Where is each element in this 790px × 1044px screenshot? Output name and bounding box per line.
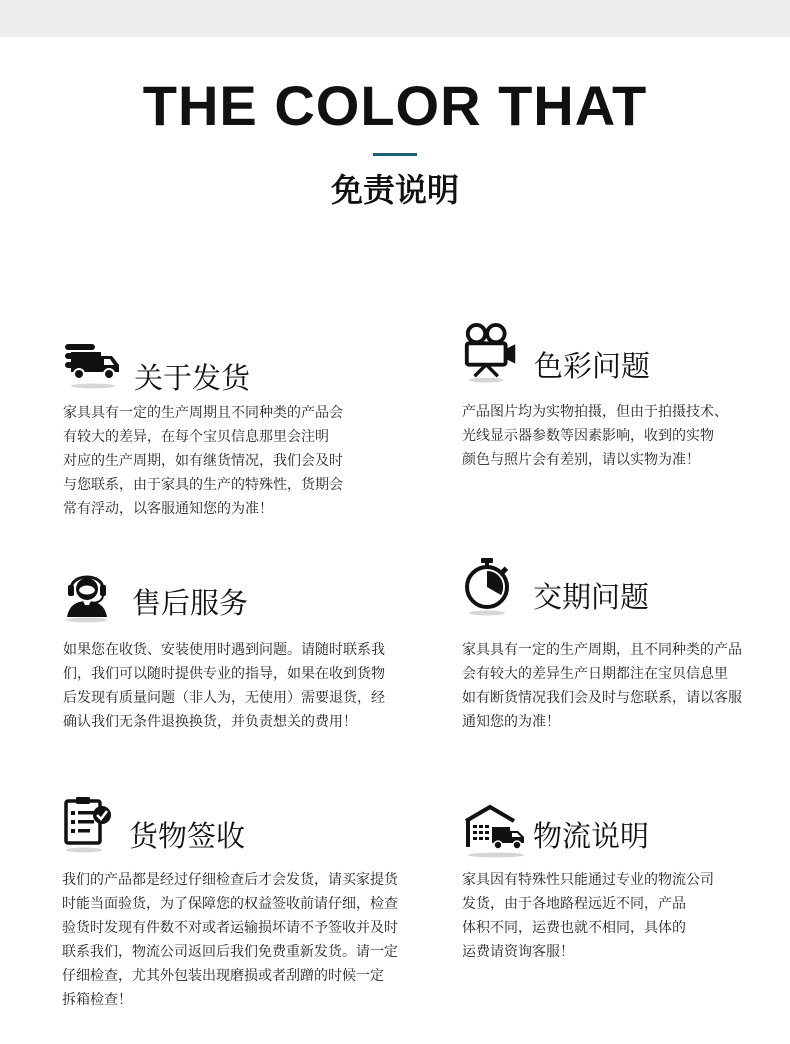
section-title: 售后服务 (132, 586, 249, 620)
body-line: 仔细检查，尤其外包装出现磨损或者刮蹭的时候一定 (62, 968, 384, 984)
body-line: 确认我们无条件退换换货，并负责想关的费用！ (63, 714, 357, 730)
body-line: 发货，由于各地路程远近不同，产品 (462, 896, 686, 912)
body-line: 后发现有质量问题（非人为，无使用）需要退货，经 (63, 690, 385, 706)
section-title: 关于发货 (134, 361, 251, 395)
top-band (0, 0, 790, 37)
body-line: 有较大的差异，在每个宝贝信息那里会注明 (63, 429, 329, 445)
warehouse-truck-icon (462, 803, 528, 863)
body-line: 对应的生产周期，如有继货情况，我们会及时 (63, 453, 343, 469)
body-line: 运费请资询客服！ (462, 944, 574, 960)
body-line: 通知您的为准！ (462, 714, 560, 730)
body-line: 验货时发现有件数不对或者运输损坏请不予签收并及时 (62, 920, 398, 936)
delivery-truck-icon (63, 340, 123, 400)
section-title: 交期问题 (533, 580, 650, 614)
section-body (462, 638, 742, 734)
body-line: 我们的产品都是经过仔细检查后才会发货，请买家提货 (62, 872, 398, 888)
body-line: 如有断货情况我们会及时与您联系，请以客服 (462, 690, 742, 706)
body-line: 产品图片均为实物拍摄，但由于拍摄技术、 (462, 404, 728, 420)
checklist-clipboard-icon (62, 795, 122, 855)
body-line: 如果您在收货、安装使用时遇到问题。请随时联系我 (63, 642, 385, 658)
section-title: 货物签收 (129, 819, 246, 853)
section-body (62, 868, 398, 1012)
body-line: 常有浮动，以客服通知您的为准！ (63, 501, 273, 517)
body-line: 家具具有一定的生产周期且不同种类的产品会 (63, 405, 343, 421)
body-line: 们，我们可以随时提供专业的指导，如果在收到货物 (63, 666, 385, 682)
page-title: THE COLOR THAT (142, 74, 648, 137)
section-body (462, 400, 728, 472)
section-body (462, 868, 714, 964)
body-line: 家具因有特殊性只能通过专业的物流公司 (462, 872, 714, 888)
movie-camera-icon (462, 322, 520, 384)
section-body (63, 638, 385, 734)
section-body (63, 401, 343, 521)
body-line: 拆箱检查！ (62, 992, 132, 1008)
body-line: 体积不同，运费也就不相同，具体的 (462, 920, 686, 936)
body-line: 时能当面验货，为了保障您的权益签收前请仔细，检查 (62, 896, 398, 912)
page-subtitle: 免责说明 (330, 171, 459, 209)
customer-service-headset-icon (63, 565, 123, 625)
body-line: 联系我们，物流公司返回后我们免费重新发货。请一定 (62, 944, 398, 960)
title-divider (373, 153, 417, 156)
body-line: 会有较大的差异生产日期都注在宝贝信息里 (462, 666, 728, 682)
body-line: 光线显示器参数等因素影响，收到的实物 (462, 428, 714, 444)
section-title: 色彩问题 (534, 349, 651, 383)
stopwatch-icon (462, 557, 522, 617)
body-line: 家具具有一定的生产周期，且不同种类的产品 (462, 642, 742, 658)
body-line: 与您联系，由于家具的生产的特殊性，货期会 (63, 477, 343, 493)
section-title: 物流说明 (533, 819, 650, 853)
body-line: 颜色与照片会有差别，请以实物为准！ (462, 452, 700, 468)
